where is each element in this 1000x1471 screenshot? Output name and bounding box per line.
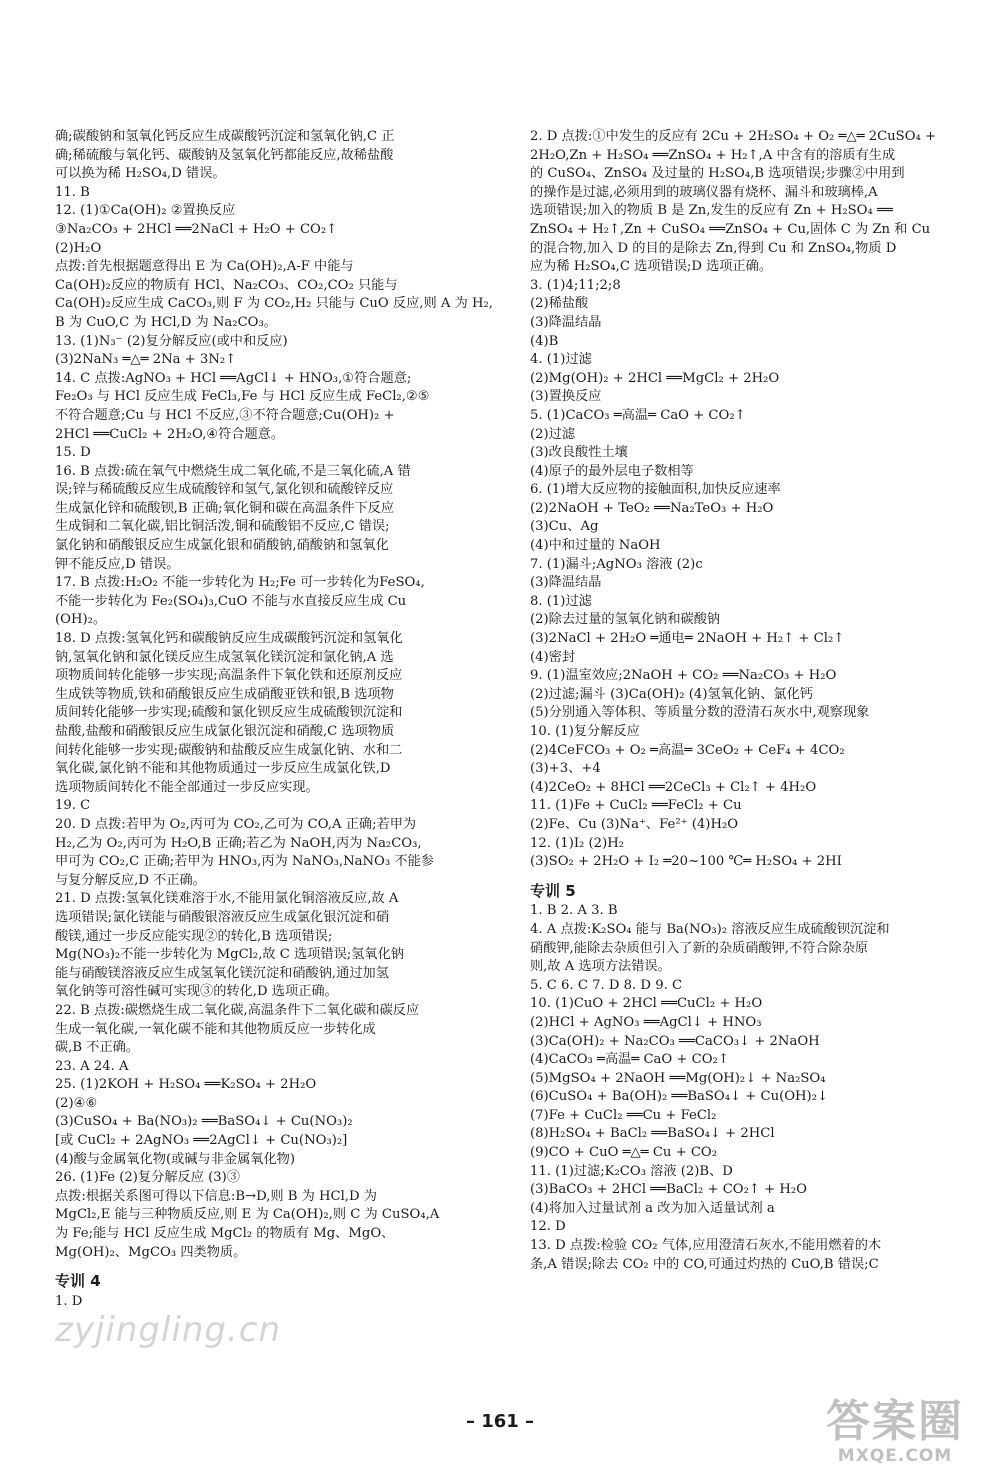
text-line: B 为 CuO,C 为 HCl,D 为 Na₂CO₃。	[55, 314, 277, 330]
text-line: (2)过滤	[530, 426, 576, 442]
text-line: 4. A 点拨:K₂SO₄ 能与 Ba(NO₃)₂ 溶液反应生成硫酸钡沉淀和	[530, 921, 890, 937]
text-line: 项物质间转化能够一步实现;高温条件下氧化铁和还原剂反应	[55, 668, 403, 684]
text-line: 11. (1)Fe + CuCl₂ ══FeCl₂ + Cu	[530, 798, 742, 814]
text-line: 20. D 点拨:若甲为 O₂,丙可为 CO₂,乙可为 CO,A 正确;若甲为	[55, 816, 417, 832]
text-line: 选项物质间转化不能全部通过一步反应实现。	[55, 779, 319, 795]
text-line: ③Na₂CO₃ + 2HCl ══2NaCl + H₂O + CO₂↑	[55, 221, 338, 237]
text-line: 硝酸钾,能除去杂质但引入了新的杂质硝酸钾,不符合除杂原	[530, 940, 869, 956]
text-line: 21. D 点拨:氢氧化镁难溶于水,不能用氯化铜溶液反应,故 A	[55, 891, 399, 907]
text-line: 17. B 点拨:H₂O₂ 不能一步转化为 H₂;Fe 可一步转化为FeSO₄,	[55, 575, 425, 591]
watermark-right-url: MXQE.COM	[837, 1446, 953, 1466]
left-answers-part-b	[55, 1293, 493, 1312]
text-line: 11. B	[55, 184, 90, 200]
text-line: Fe₂O₃ 与 HCl 反应生成 FeCl₃,Fe 与 HCl 反应生成 FeCl₂,②⑤	[55, 389, 430, 405]
text-line: Ca(OH)₂反应生成 CaCO₃,则 F 为 CO₂,H₂ 只能与 CuO 反应,则 A 为 H₂,	[55, 296, 493, 312]
text-line: (3)Ca(OH)₂ + Na₂CO₃ ══CaCO₃↓ + 2NaOH	[530, 1033, 820, 1049]
text-line: 8. (1)过滤	[530, 593, 592, 609]
text-line: 25. (1)2KOH + H₂SO₄ ══K₂SO₄ + 2H₂O	[55, 1077, 317, 1093]
text-line: (4)密封	[530, 649, 576, 665]
text-line: 13. (1)N₃⁻ (2)复分解反应(或中和反应)	[55, 333, 288, 349]
text-line: (4)B	[530, 333, 559, 349]
text-line: 18. D 点拨:氢氧化钙和碳酸钠反应生成碳酸钙沉淀和氢氧化	[55, 631, 403, 647]
text-line: 6. (1)增大反应物的接触面积,加快反应速率	[530, 482, 781, 498]
text-line: (3)CuSO₄ + Ba(NO₃)₂ ══BaSO₄↓ + Cu(NO₃)₂	[55, 1114, 353, 1130]
text-line: (2)过滤;漏斗 (3)Ca(OH)₂ (4)氢氧化钠、氯化钙	[530, 686, 813, 702]
text-line: (2)HCl + AgNO₃ ══AgCl↓ + HNO₃	[530, 1014, 762, 1030]
text-line: 3. (1)4;11;2;8	[530, 277, 621, 293]
text-line: (3)改良酸性土壤	[530, 445, 628, 461]
text-line: 不能一步转化为 Fe₂(SO₄)₃,CuO 不能与水直接反应生成 Cu	[55, 593, 407, 609]
text-line: 5. (1)CaCO₃ ═高温═ CaO + CO₂↑	[530, 407, 746, 423]
text-line: [或 CuCl₂ + 2AgNO₃ ══2AgCl↓ + Cu(NO₃)₂]	[55, 1133, 348, 1149]
text-line: 2H₂O,Zn + H₂SO₄ ══ZnSO₄ + H₂↑,A 中含有的溶质有生成	[530, 147, 896, 163]
right-answers-part-a	[530, 128, 958, 872]
text-line: (2)Fe、Cu (3)Na⁺、Fe²⁺ (4)H₂O	[530, 816, 739, 832]
text-line: 应为稀 H₂SO₄,C 选项错误;D 选项正确。	[530, 259, 773, 275]
text-line: 2. D 点拨:①中发生的反应有 2Cu + 2H₂SO₄ + O₂ ═△═ 2CuSO₄ +	[530, 129, 937, 144]
text-line: (2)稀盐酸	[530, 296, 589, 312]
text-line: 2HCl ══CuCl₂ + 2H₂O,④符合题意。	[55, 426, 285, 442]
text-line: 可以换为稀 H₂SO₄,D 错误。	[55, 166, 226, 182]
text-line: 12. D	[530, 1219, 566, 1235]
text-line: 氯化钠和硝酸银反应生成氯化银和硝酸钠,硝酸钠和氢氧化	[55, 538, 389, 554]
text-line: (5)分别通入等体积、等质量分数的澄清石灰水中,观察现象	[530, 705, 870, 721]
watermark-right	[800, 1398, 990, 1466]
text-line: 13. D 点拨:检验 CO₂ 气体,应用澄清石灰水,不能用燃着的木	[530, 1238, 882, 1254]
text-line: 碳,B 不正确。	[55, 1040, 140, 1056]
text-line: 4. (1)过滤	[530, 352, 592, 368]
text-line: Ca(OH)₂反应的物质有 HCl、Na₂CO₃、CO₂,CO₂ 只能与	[55, 277, 398, 293]
text-line: 12. (1)①Ca(OH)₂ ②置换反应	[55, 203, 236, 219]
text-line: 1. B 2. A 3. B	[530, 903, 618, 919]
text-line: 点拨:首先根据题意得出 E 为 Ca(OH)₂,A-F 中能与	[55, 259, 354, 275]
text-line: 11. (1)过滤;K₂CO₃ 溶液 (2)B、D	[530, 1163, 733, 1179]
text-line: 间转化能够一步实现;碳酸钠和盐酸反应生成氯化钠、水和二	[55, 742, 403, 758]
section-title-5: 专训 5	[530, 881, 576, 900]
text-line: 则,故 A 选项方法错误。	[530, 959, 671, 975]
text-line: 氧化碳,氯化钠不能和其他物质通过一步反应生成氯化铁,D	[55, 761, 391, 777]
watermark-left: zyjingling.cn	[55, 1310, 282, 1350]
left-column	[55, 128, 493, 1311]
text-line: 10. (1)复分解反应	[530, 724, 640, 739]
text-line: H₂,乙为 O₂,丙可为 H₂O,B 正确;若乙为 NaOH,丙为 Na₂CO₃,	[55, 835, 422, 851]
text-line: (2)Mg(OH)₂ + 2HCl ══MgCl₂ + 2H₂O	[530, 370, 780, 386]
text-line: (2)4CeFCO₃ + O₂ ═高温═ 3CeO₂ + CeF₄ + 4CO₂	[530, 742, 845, 758]
text-line: 选项错误;氯化镁能与硝酸银溶液反应生成氯化银沉淀和硝	[55, 909, 390, 925]
text-line: (2)除去过量的氢氧化钠和碳酸钠	[530, 612, 721, 628]
text-line: (3)SO₂ + 2H₂O + I₂ ═20~100 ℃═ H₂SO₄ + 2HI	[530, 854, 842, 870]
text-line: MgCl₂,E 能与三种物质反应,则 E 为 Ca(OH)₂,则 C 为 CuSO₄,A	[55, 1207, 440, 1223]
text-line: 误;锌与稀硫酸反应生成硫酸锌和氢气,氯化钡和硫酸锌反应	[55, 482, 394, 498]
left-answers-part-a	[55, 128, 493, 1262]
text-line: 确;稀硫酸与氧化钙、碳酸钠及氢氧化钙都能反应,故稀盐酸	[55, 147, 394, 163]
text-line: 与复分解反应,D 不正确。	[55, 872, 206, 888]
page-number: – 161 –	[465, 1411, 535, 1432]
text-line: 1. D	[55, 1293, 83, 1309]
text-line: 19. C	[55, 798, 91, 814]
text-line: 生成一氧化碳,一氧化碳不能和其他物质反应一步转化成	[55, 1021, 376, 1037]
text-line: (3)Cu、Ag	[530, 519, 599, 535]
text-line: 22. B 点拨:碳燃烧生成二氧化碳,高温条件下二氧化碳和碳反应	[55, 1002, 420, 1018]
text-line: (3)BaCO₃ + 2HCl ══BaCl₂ + CO₂↑ + H₂O	[530, 1182, 807, 1198]
text-line: (3)+3、+4	[530, 761, 601, 777]
text-line: (4)原子的最外层电子数相等	[530, 463, 694, 479]
right-column	[530, 128, 958, 1274]
text-line: 生成氯化锌和硫酸钡,B 正确;氧化铜和碳在高温条件下反应	[55, 500, 395, 516]
text-line: 15. D	[55, 445, 91, 461]
section-title-4: 专训 4	[55, 1272, 101, 1291]
text-line: 确;碳酸钠和氢氧化钙反应生成碳酸钙沉淀和氢氧化钠,C 正	[55, 129, 395, 144]
text-line: 生成铁等物质,铁和硝酸银反应生成硝酸亚铁和银,B 选项物	[55, 686, 394, 702]
text-line: Mg(NO₃)₂不能一步转化为 MgCl₂,故 C 选项错误;氢氧化钠	[55, 947, 404, 963]
text-line: (2)④⑥	[55, 1095, 98, 1111]
text-line: 钠,氢氧化钠和氯化镁反应生成氢氧化镁沉淀和氯化钠,A 选	[55, 649, 394, 665]
text-line: 质间转化能够一步实现;硫酸和氯化钡反应生成硫酸钡沉淀和	[55, 705, 403, 721]
text-line: (3)置换反应	[530, 389, 602, 405]
text-line: 选项错误;加入的物质 B 是 Zn,发生的反应有 Zn + H₂SO₄ ══	[530, 203, 893, 219]
text-line: (4)2CeO₂ + 8HCl ══2CeCl₃ + Cl₂↑ + 4H₂O	[530, 779, 817, 795]
text-line: 盐酸,盐酸和硝酸银反应生成氯化银沉淀和硝酸,C 选项物质	[55, 724, 395, 739]
text-line: (7)Fe + CuCl₂ ══Cu + FeCl₂	[530, 1107, 717, 1123]
text-line: 甲可为 CO₂,C 正确;若甲为 HNO₃,丙为 NaNO₃,NaNO₃ 不能参	[55, 854, 434, 870]
text-line: 10. (1)CuO + 2HCl ══CuCl₂ + H₂O	[530, 996, 763, 1012]
text-line: (4)将加入过量试剂 a 改为加入适量试剂 a	[530, 1200, 775, 1216]
text-line: 的 CuSO₄、ZnSO₄ 及过量的 H₂SO₄,B 选项错误;步骤②中用到	[530, 166, 905, 182]
text-line: (3)2NaN₃ ═△═ 2Na + 3N₂↑	[55, 352, 237, 368]
text-line: 12. (1)I₂ (2)H₂	[530, 835, 624, 851]
text-line: 能与硝酸镁溶液反应生成氢氧化镁沉淀和硝酸钠,通过加氢	[55, 965, 389, 981]
text-line: 生成铜和二氧化碳,铝比铜活泼,铜和硫酸铝不反应,C 错误;	[55, 519, 390, 535]
text-line: (9)CO + CuO ═△═ Cu + CO₂	[530, 1145, 718, 1161]
text-line: 7. (1)漏斗;AgNO₃ 溶液 (2)c	[530, 556, 703, 572]
text-line: 钾不能反应,D 错误。	[55, 556, 180, 572]
right-answers-part-b	[530, 902, 958, 1274]
text-line: ZnSO₄ + H₂↑,Zn + CuSO₄ ══ZnSO₄ + Cu,固体 C 为 Zn 和 Cu	[530, 221, 931, 237]
text-line: 不符合题意;Cu 与 HCl 不反应,③不符合题意;Cu(OH)₂ +	[55, 407, 395, 423]
text-line: (2)2NaOH + TeO₂ ══Na₂TeO₃ + H₂O	[530, 500, 774, 516]
text-line: (3)降温结晶	[530, 575, 602, 591]
text-line: Mg(OH)₂、MgCO₃ 四类物质。	[55, 1244, 247, 1260]
text-line: (5)MgSO₄ + 2NaOH ══Mg(OH)₂↓ + Na₂SO₄	[530, 1070, 826, 1086]
watermark-right-logo: 答案圈	[826, 1396, 964, 1447]
text-line: (4)CaCO₃ ═高温═ CaO + CO₂↑	[530, 1052, 729, 1068]
text-line: 14. C 点拨:AgNO₃ + HCl ══AgCl↓ + HNO₃,①符合题意;	[55, 370, 412, 386]
text-line: (8)H₂SO₄ + BaCl₂ ══BaSO₄↓ + 2HCl	[530, 1126, 775, 1142]
text-line: 5. C 6. C 7. D 8. D 9. C	[530, 977, 683, 993]
text-line: 点拨:根据关系图可得以下信息:B→D,则 B 为 HCl,D 为	[55, 1188, 377, 1204]
text-line: (3)降温结晶	[530, 314, 602, 330]
text-line: 为 Fe;能与 HCl 反应生成 MgCl₂ 的物质有 Mg、MgO、	[55, 1226, 395, 1242]
text-line: 条,A 错误;除去 CO₂ 中的 CO,可通过灼热的 CuO,B 错误;C	[530, 1256, 879, 1272]
text-line: 26. (1)Fe (2)复分解反应 (3)③	[55, 1170, 240, 1186]
text-line: 酸镁,通过一步反应能实现②的转化,B 选项错误;	[55, 928, 333, 944]
text-line: (4)中和过量的 NaOH	[530, 538, 661, 554]
text-line: 9. (1)温室效应;2NaOH + CO₂ ══Na₂CO₃ + H₂O	[530, 668, 837, 684]
text-line: 的混合物,加入 D 的目的是除去 Zn,得到 Cu 和 ZnSO₄,物质 D	[530, 240, 897, 256]
text-line: (6)CuSO₄ + Ba(OH)₂ ══BaSO₄↓ + Cu(OH)₂↓	[530, 1089, 829, 1105]
text-line: 的操作是过滤,必须用到的玻璃仪器有烧杯、漏斗和玻璃棒,A	[530, 184, 878, 200]
text-line: (3)2NaCl + 2H₂O ═通电═ 2NaOH + H₂↑ + Cl₂↑	[530, 631, 845, 647]
text-line: (4)酸与金属氧化物(或碱与非金属氧化物)	[55, 1151, 295, 1167]
text-line: 23. A 24. A	[55, 1058, 129, 1074]
text-line: 氧化钠等可溶性碱可实现③的转化,D 选项正确。	[55, 984, 338, 1000]
text-line: (2)H₂O	[55, 240, 102, 256]
text-line: (OH)₂。	[55, 612, 107, 628]
text-line: 16. B 点拨:硫在氧气中燃烧生成二氧化硫,不是三氧化硫,A 错	[55, 463, 411, 479]
